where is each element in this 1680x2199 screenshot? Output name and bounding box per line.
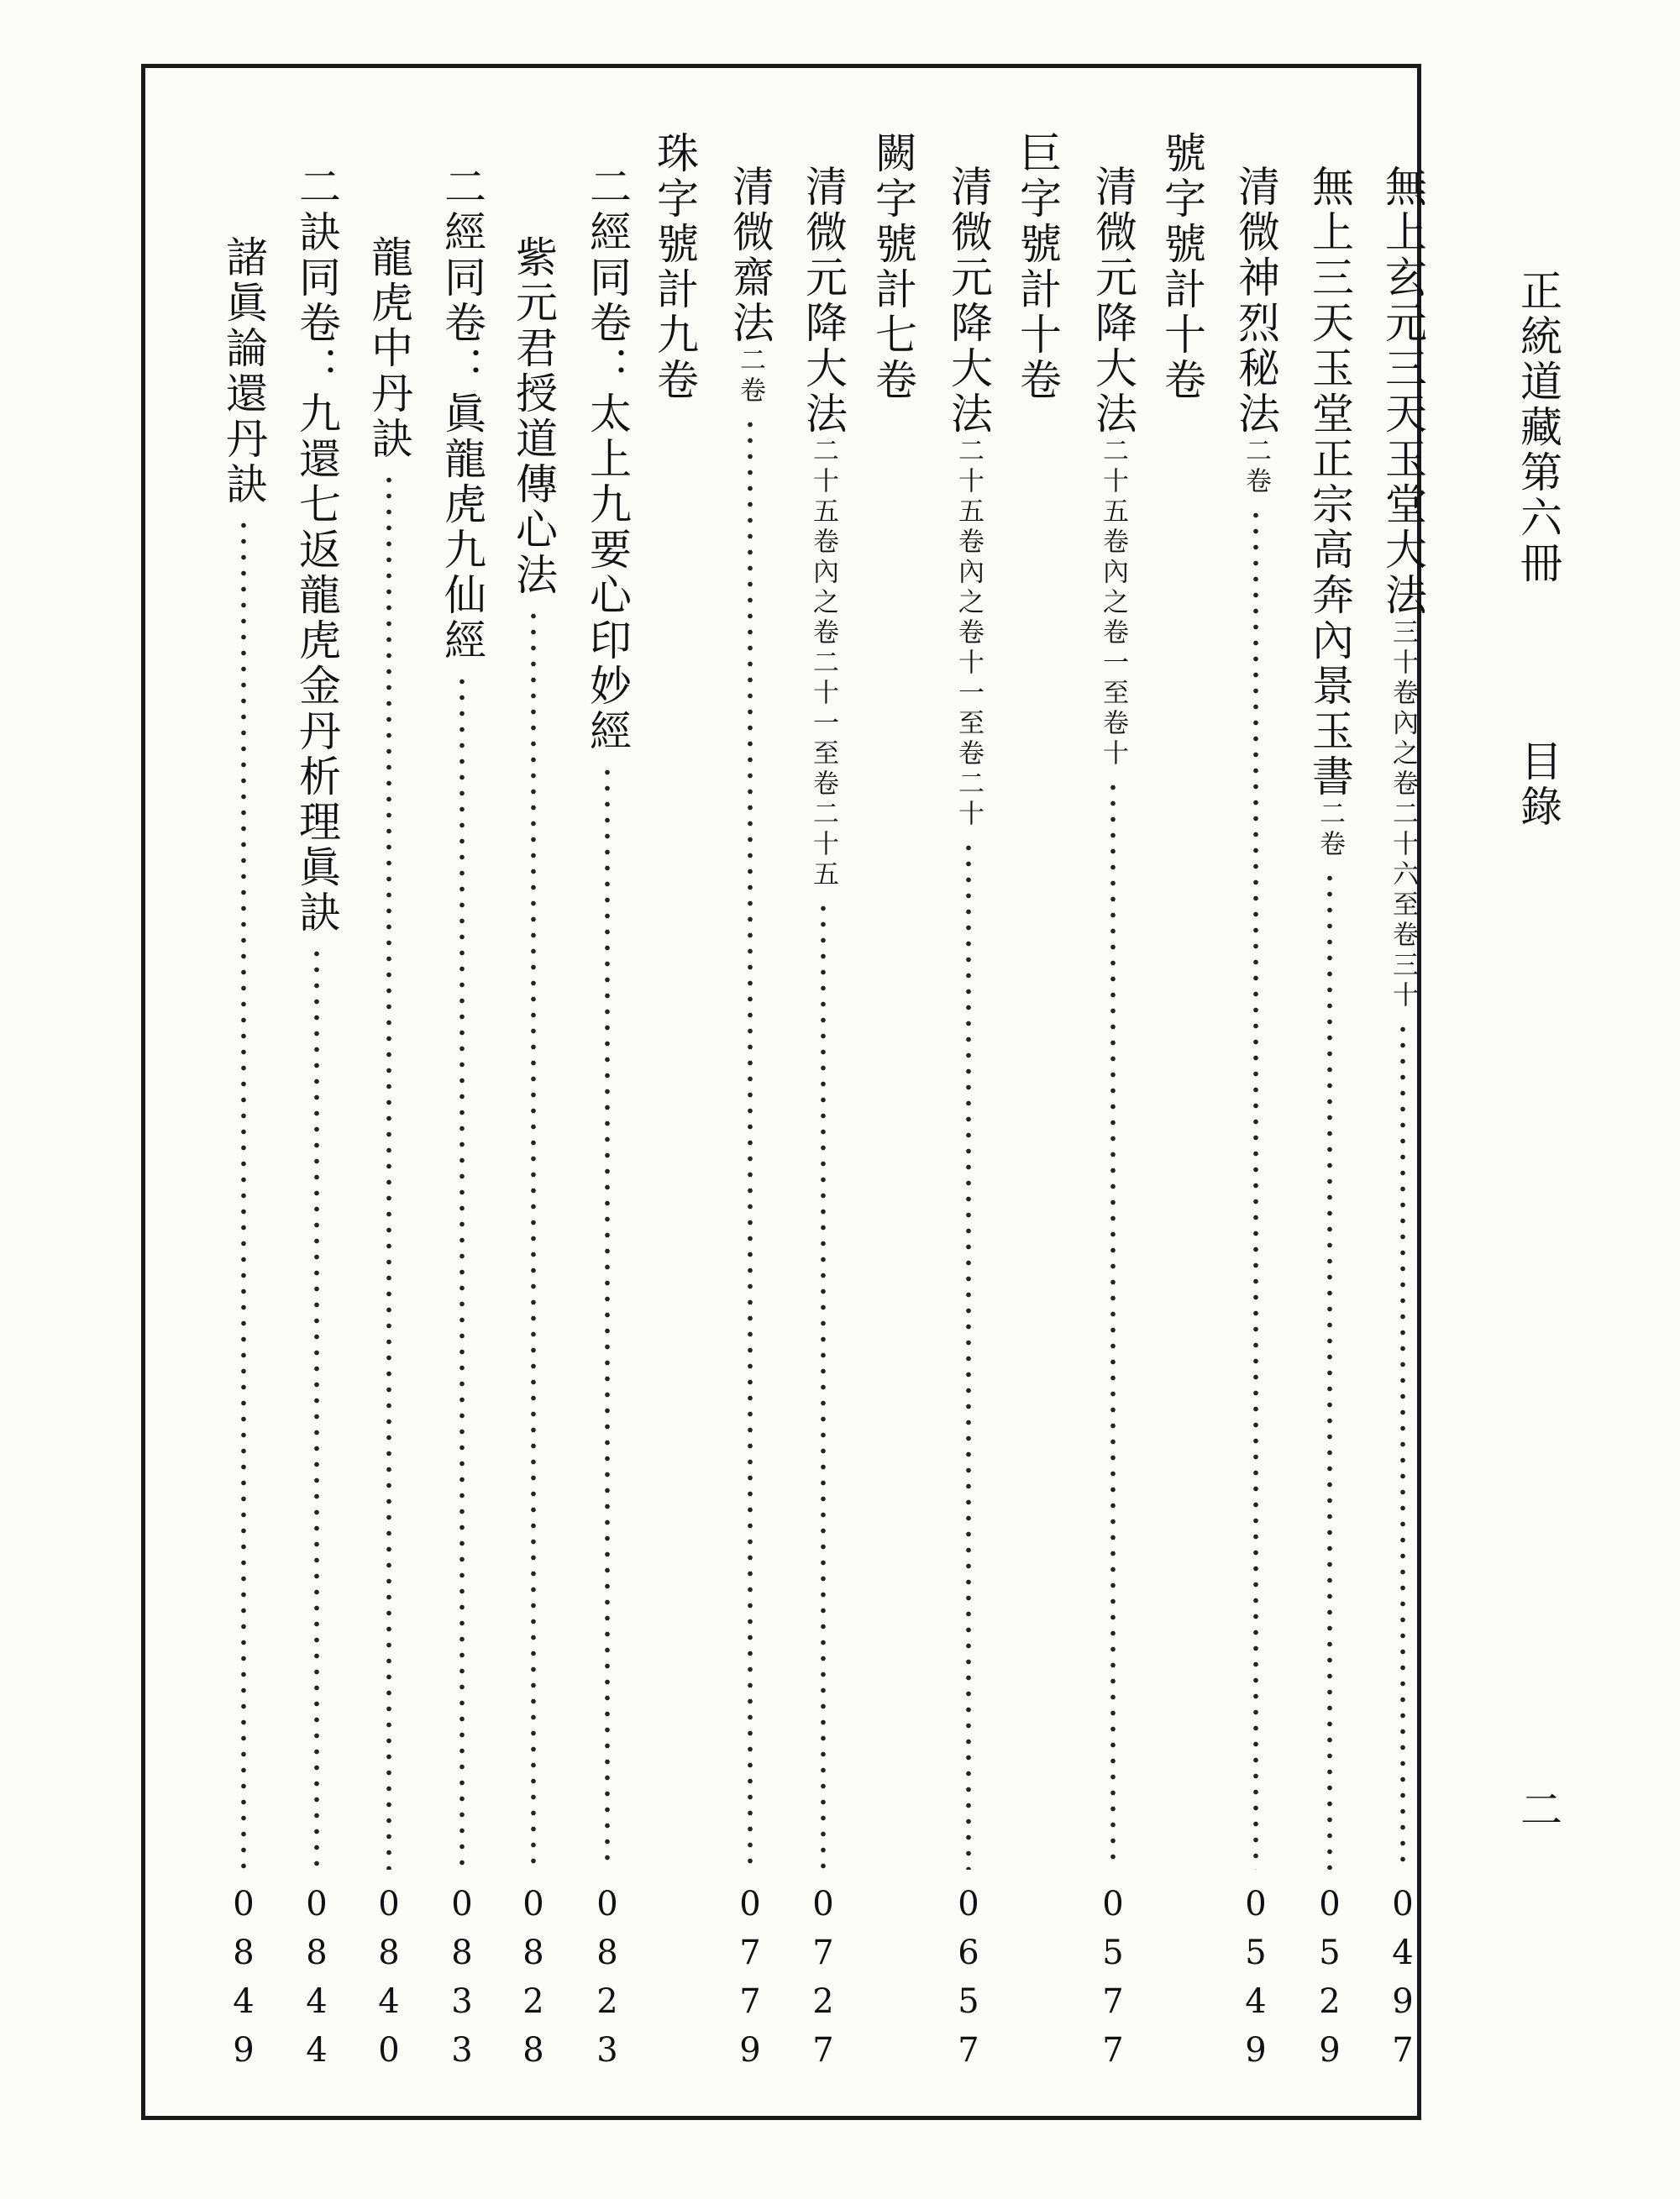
page-digit: 4 xyxy=(306,2031,328,2070)
toc-entry xyxy=(1305,165,1354,860)
toc-entry-title: 清微元降大法 xyxy=(944,165,993,437)
header-title: 正統道藏第六冊 xyxy=(1514,269,1562,586)
page-digit: 5 xyxy=(1102,1934,1124,1972)
page-ref xyxy=(727,1880,774,2075)
page-digit: 7 xyxy=(1102,2031,1124,2070)
toc-entry xyxy=(219,235,268,507)
toc-entry-volume-note: 二卷 xyxy=(1241,437,1271,497)
page-ref xyxy=(1232,1880,1279,2075)
toc-entry xyxy=(650,131,699,403)
page-digit: 9 xyxy=(1319,2031,1341,2070)
toc-entry xyxy=(1089,165,1137,769)
toc-entry xyxy=(726,165,774,407)
page-digit: 9 xyxy=(1245,2031,1267,2070)
toc-entry xyxy=(292,165,341,936)
page-digit: 7 xyxy=(739,1982,761,2021)
toc-entry xyxy=(869,131,917,403)
toc-entry-title: 二訣同卷：九還七返龍虎金丹析理眞訣 xyxy=(292,165,341,936)
toc-entry-title: 清微元降大法 xyxy=(799,165,848,437)
leader-dots xyxy=(241,517,246,1870)
toc-entry xyxy=(365,235,413,462)
toc-entry-title: 清微神烈秘法 xyxy=(1231,165,1280,437)
toc-entry-title: 無上三天玉堂正宗高奔內景玉書 xyxy=(1305,165,1354,800)
page-digit: 3 xyxy=(596,2031,618,2070)
page-digit: 0 xyxy=(958,1885,979,1923)
page-digit: 0 xyxy=(812,1885,834,1923)
toc-entry-title: 諸眞論還丹訣 xyxy=(219,235,268,507)
section-label: 目錄 xyxy=(1514,739,1562,830)
toc-entry-title: 紫元君授道傳心法 xyxy=(509,235,558,598)
page-digit: 7 xyxy=(958,2031,979,2070)
toc-entry xyxy=(1013,131,1062,403)
toc-entry-volume-note: 三十卷內之卷二十六至卷三十 xyxy=(1388,618,1418,1011)
leader-dots xyxy=(748,417,753,1870)
toc-entry-title: 龍虎中丹訣 xyxy=(365,235,413,462)
toc-entry xyxy=(1378,165,1427,1011)
page-digit: 0 xyxy=(1245,1885,1267,1923)
page-digit: 4 xyxy=(1392,1934,1414,1972)
page-ref xyxy=(945,1880,992,2075)
leader-dots xyxy=(821,900,826,1870)
page-digit: 4 xyxy=(1245,1982,1267,2021)
page-digit: 7 xyxy=(1392,2031,1414,2070)
toc-entry-title: 二經同卷：眞龍虎九仙經 xyxy=(438,165,486,664)
toc-entry-title: 二經同卷：太上九要心印妙經 xyxy=(583,165,632,754)
page-digit: 8 xyxy=(306,1934,328,1972)
toc-entry-volume-note: 二卷 xyxy=(1315,800,1345,860)
page-digit: 2 xyxy=(812,1982,834,2021)
page-digit: 8 xyxy=(522,2031,544,2070)
page-digit: 8 xyxy=(522,1934,544,1972)
page-digit: 0 xyxy=(522,1885,544,1923)
page-digit: 0 xyxy=(1319,1885,1341,1923)
page-number: 二 xyxy=(1514,1787,1562,1833)
page-ref xyxy=(800,1880,847,2075)
leader-dots xyxy=(1327,870,1332,1870)
leader-dots xyxy=(1253,507,1258,1870)
page-ref xyxy=(220,1880,267,2075)
page-digit: 6 xyxy=(958,1934,979,1972)
page-ref xyxy=(510,1880,557,2075)
toc-entry xyxy=(1158,131,1206,403)
page-ref xyxy=(1306,1880,1353,2075)
page-digit: 0 xyxy=(378,2031,400,2070)
page-digit: 0 xyxy=(378,1885,400,1923)
leader-dots xyxy=(531,608,536,1870)
page-ref xyxy=(1089,1880,1137,2075)
toc-entry xyxy=(1231,165,1280,497)
page-digit: 5 xyxy=(1319,1934,1341,1972)
page-ref xyxy=(584,1880,631,2075)
page-digit: 7 xyxy=(739,1934,761,1972)
leader-dots xyxy=(386,472,391,1870)
page-digit: 4 xyxy=(378,1982,400,2021)
page-digit: 8 xyxy=(451,1934,473,1972)
page-digit: 5 xyxy=(1245,1934,1267,1972)
page-ref xyxy=(1379,1880,1426,2075)
leader-dots xyxy=(1400,1021,1405,1870)
page-ref xyxy=(365,1880,412,2075)
toc-entry xyxy=(509,235,558,598)
page-digit: 8 xyxy=(596,1934,618,1972)
page-digit: 8 xyxy=(233,1934,255,1972)
page-digit: 5 xyxy=(958,1982,979,2021)
toc-entry-title: 珠字號計九卷 xyxy=(650,131,699,403)
toc-entry-title: 號字號計十卷 xyxy=(1158,131,1206,403)
toc-entry-volume-note: 二十五卷內之卷一至卷十 xyxy=(1098,437,1128,769)
leader-dots xyxy=(605,764,610,1870)
toc-entry xyxy=(944,165,993,830)
page-digit: 9 xyxy=(739,2031,761,2070)
page-digit: 0 xyxy=(306,1885,328,1923)
page-digit: 9 xyxy=(1392,1982,1414,2021)
toc-entry-volume-note: 二十五卷內之卷二十一至卷二十五 xyxy=(808,437,838,890)
page-ref xyxy=(438,1880,486,2075)
leader-dots xyxy=(314,946,319,1870)
toc-entry-title: 無上玄元三天玉堂大法 xyxy=(1378,165,1427,618)
toc-entry-title: 巨字號計十卷 xyxy=(1013,131,1062,403)
toc-entry xyxy=(583,165,632,754)
page-digit: 7 xyxy=(812,1934,834,1972)
page-digit: 7 xyxy=(812,2031,834,2070)
page-ref xyxy=(293,1880,340,2075)
page-digit: 8 xyxy=(378,1934,400,1972)
toc-entry-title: 闕字號計七卷 xyxy=(869,131,917,403)
page-digit: 0 xyxy=(451,1885,473,1923)
page-digit: 0 xyxy=(1392,1885,1414,1923)
page-digit: 2 xyxy=(596,1982,618,2021)
page-digit: 7 xyxy=(1102,1982,1124,2021)
page-digit: 3 xyxy=(451,2031,473,2070)
page-digit: 4 xyxy=(233,1982,255,2021)
toc-entry xyxy=(799,165,848,890)
page-digit: 0 xyxy=(1102,1885,1124,1923)
page-digit: 9 xyxy=(233,2031,255,2070)
toc-entry-volume-note: 二卷 xyxy=(735,346,765,407)
toc-entry-volume-note: 二十五卷內之卷十一至卷二十 xyxy=(953,437,984,830)
page-digit: 0 xyxy=(233,1885,255,1923)
leader-dots xyxy=(1110,779,1116,1870)
page-digit: 2 xyxy=(1319,1982,1341,2021)
page-digit: 2 xyxy=(522,1982,544,2021)
page-digit: 3 xyxy=(451,1982,473,2021)
leader-dots xyxy=(459,674,465,1870)
page-digit: 4 xyxy=(306,1982,328,2021)
toc-entry-title: 清微元降大法 xyxy=(1089,165,1137,437)
toc-entry xyxy=(438,165,486,664)
leader-dots xyxy=(966,840,971,1870)
page-digit: 0 xyxy=(739,1885,761,1923)
page-digit: 0 xyxy=(596,1885,618,1923)
toc-entry-title: 清微齋法 xyxy=(726,165,774,346)
